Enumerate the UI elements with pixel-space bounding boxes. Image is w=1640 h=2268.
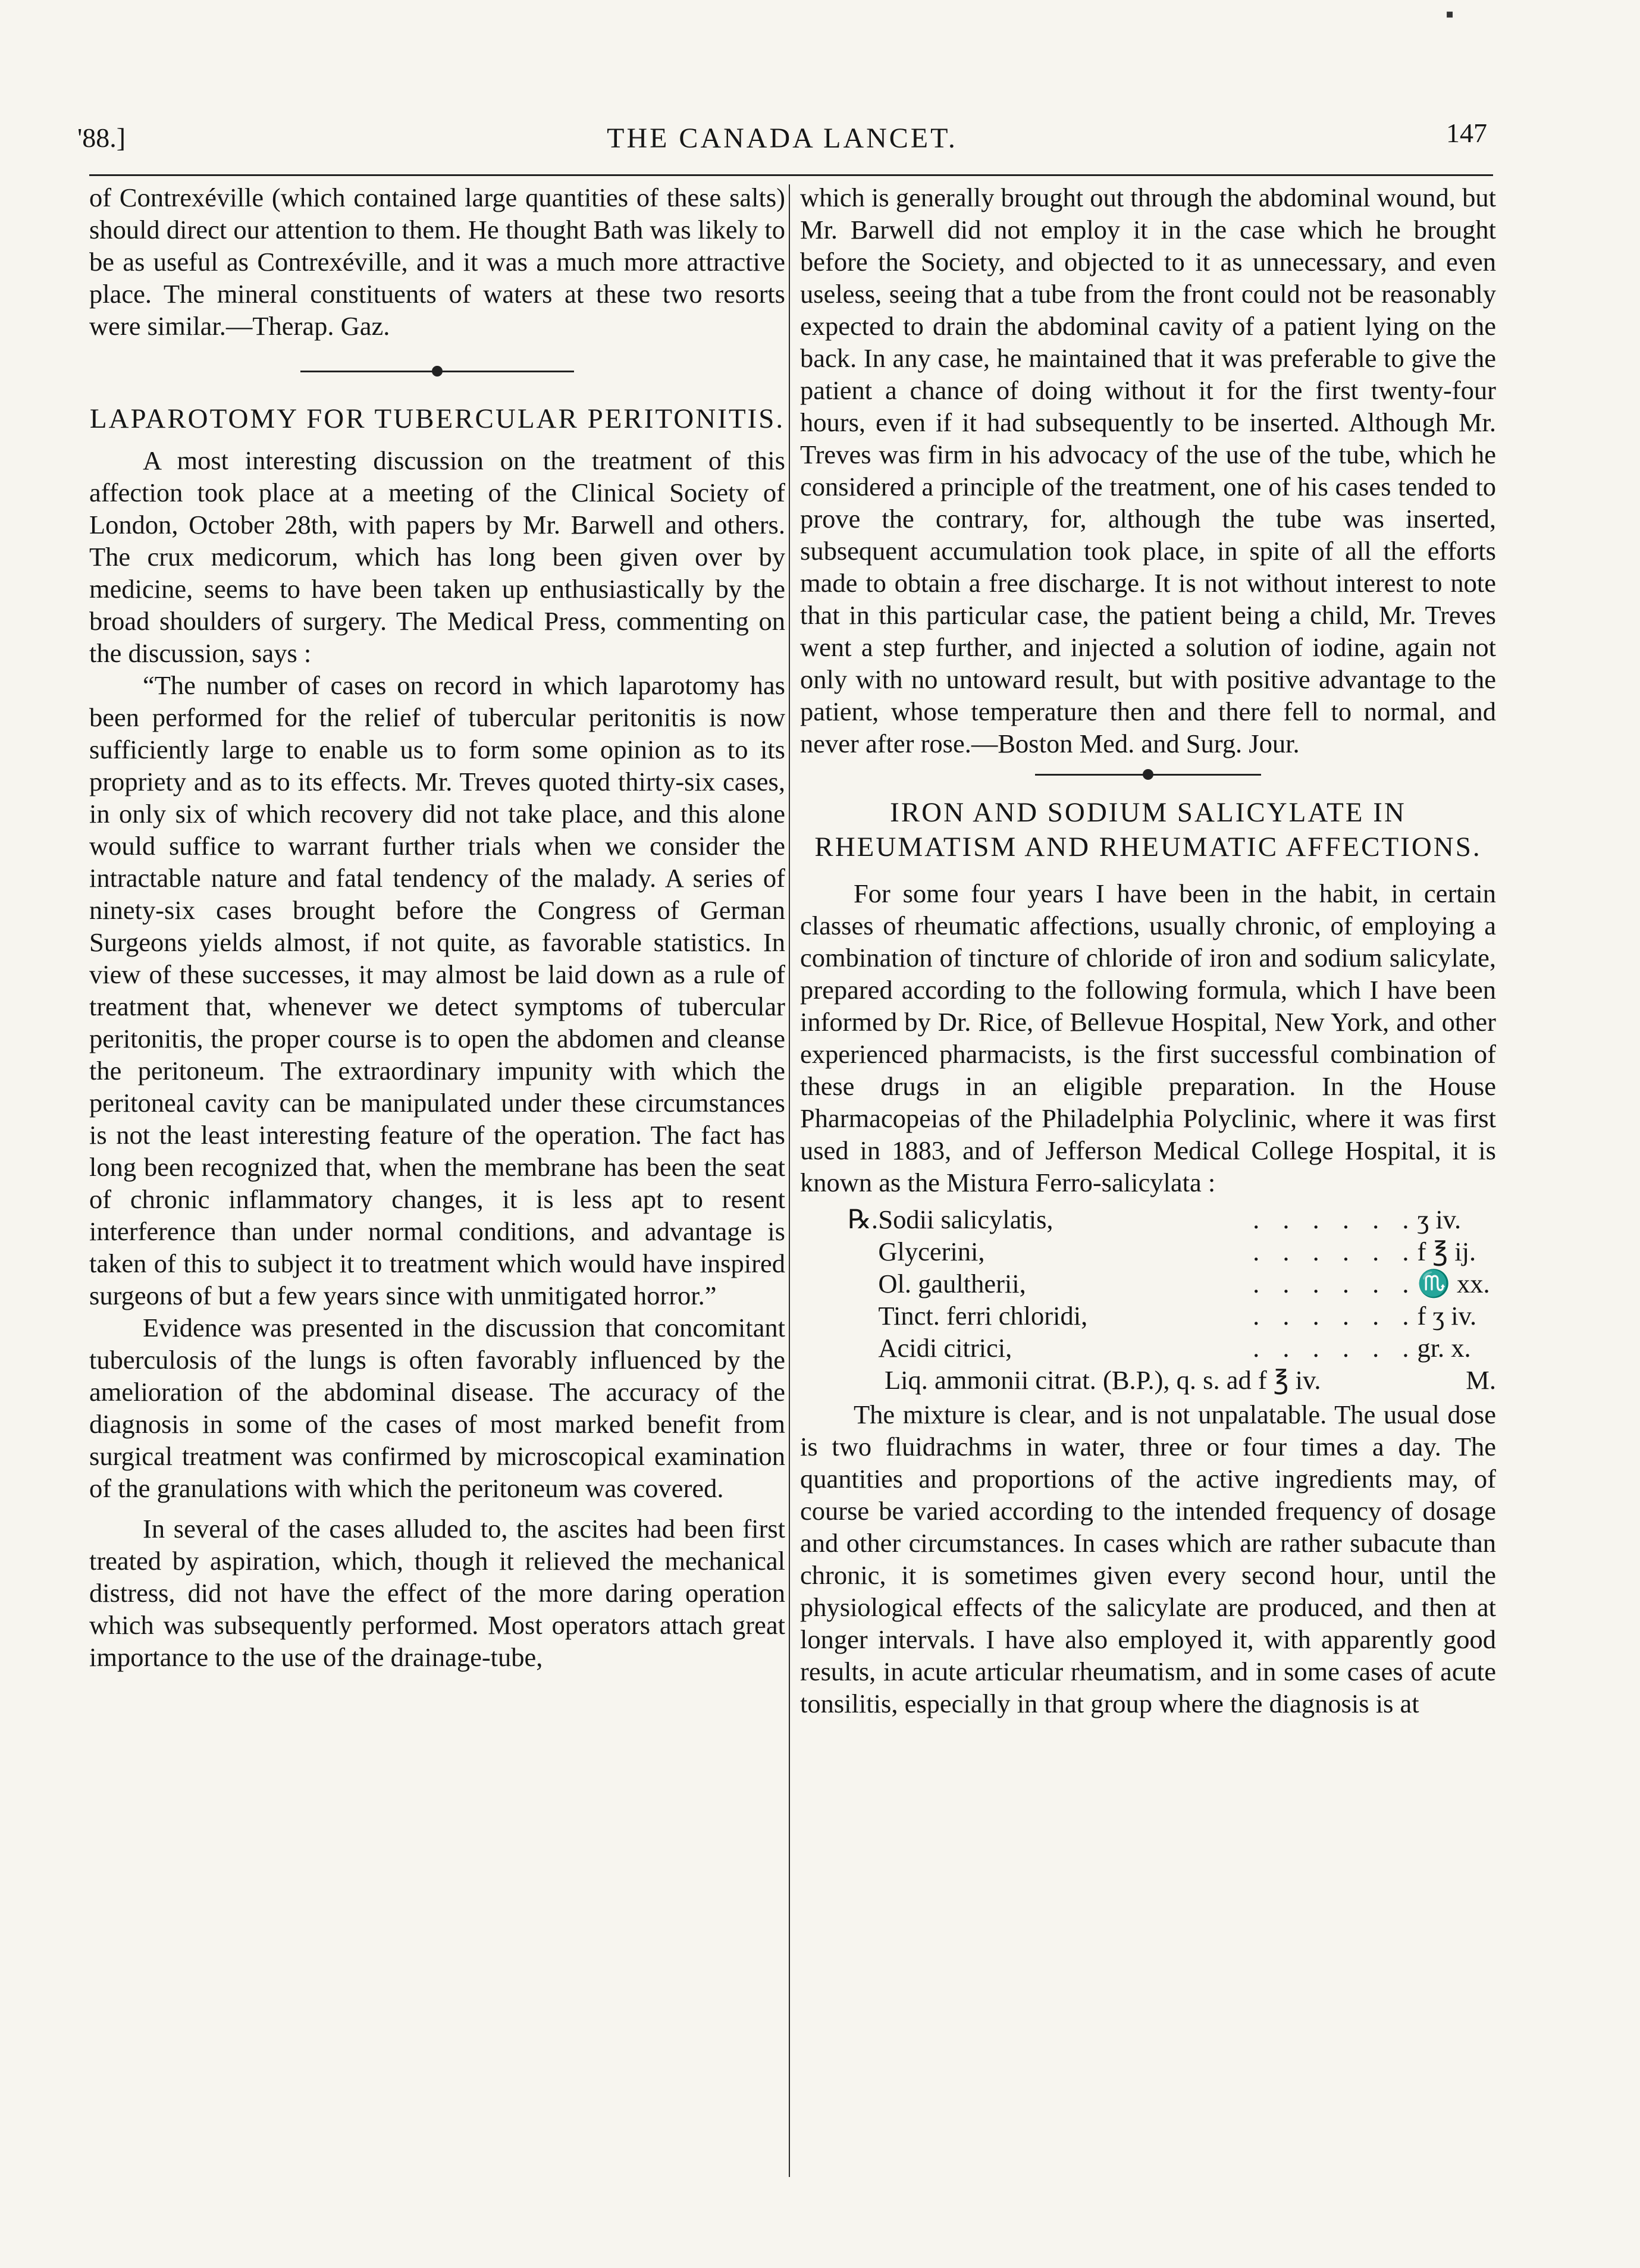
article-paragraph: For some four years I have been in the habit, in certain classes of rheumatic affections, usually chronic, of employing a combination of tincture of chloride of iron and sodium salicylate, prepared according to the following formula, which I have been informed by Dr. Rice, of Bellevue Hospital, New York, and other experienced pharmacists, is the first successful combination of these drugs in an eligible preparation. In the House Pharmacopeias of the Philadelphia Polyclinic, where it was first used in 1883, and of Jefferson Medical College Hospital, it is known as the Mistura Ferro-salicylata : (800, 879, 1496, 1197)
prescription-line: Glycerini, . . . . . . f ℥ ij. (878, 1237, 1476, 1266)
journal-title: THE CANADA LANCET. (607, 123, 958, 154)
column-divider (789, 184, 790, 2177)
article-paragraph: In several of the cases alluded to, the ascites had been first treated by aspiration, which, though it relieved the mechanical distress, did not have the effect of the more daring operation which was subsequently performed. Most operators attach great importance to the use of the drainage-tube, (89, 1514, 785, 1672)
article-quote: “The number of cases on record in which laparotomy has been performed for the relief of tubercular peritonitis is now sufficiently large to enable us to form some opinion as to its propriety and as to its effects. Mr. Treves quoted thirty-six cases, in only six of which recovery did not take place, and this alone would suffice to warrant further trials when we consider the intractable nature and fatal tendency of the malady. A series of ninety-six cases brought before the Congress of German Surgeons yields almost, if not quite, as favorable statistics. In view of these successes, it may almost be laid down as a rule of treatment that, whenever we detect symptoms of tubercular peritonitis, the proper course is to open the abdomen and cleanse the peritoneum. The extraordinary impunity with which the peritoneal cavity can be manipulated under these circumstances is not the least interesting feature of the operation. The fact has long been recognized that, when the membrane has been the seat of chronic inflammatory changes, it is less apt to resent interference than under normal conditions, and advantage is taken of this to subject it to treatment which would have inspired surgeons of but a few years since with unmitigated horror.” (89, 670, 785, 1310)
page-number: 147 (1446, 118, 1487, 148)
prescription-line: Ol. gaultherii, . . . . . . ♏ xx. (878, 1269, 1490, 1298)
section-divider (800, 760, 1496, 795)
article-paragraph: A most interesting discussion on the treatment of this affection took place at a meeting of the Clinical Society of London, October 28th, with papers by Mr. Barwell and others. The crux medicorum, which has long been given over by medicine, seems to have been taken up enthusiastically by the broad shoulders of surgery. The Medical Press, commenting on the discussion, says : (89, 446, 785, 668)
rx-symbol: ℞. (848, 1204, 879, 1234)
article-paragraph: Evidence was presented in the discussion that concomitant tuberculosis of the lungs is often favorably influenced by the amelioration of the abdominal disease. The accuracy of the diagnosis in some of the cases of most marked benefit from surgical treatment was confirmed by microscopical examination of the granulations with which the peritoneum was covered. (89, 1313, 785, 1503)
continued-paragraph: which is generally brought out through the abdominal wound, but Mr. Barwell did not employ it in the case which he brought before the Society, and objected to it as unnecessary, and even useless, seeing that a tube from the front could not be reasonably expected to drain the abdominal cavity of a patient lying on the back. In any case, he maintained that it was preferable to give the patient a chance of doing without it for the first twenty-four hours, even if it had subsequently to be inserted. Although Mr. Treves was firm in his advocacy of the use of the tube, which he considered a principle of the treatment, one of his cases tended to prove the contrary, for, although the tube was inserted, subsequent accumulation took place, in spite of all the efforts made to obtain a free discharge. It is not without interest to note that in this particular case, the patient being a child, Mr. Treves went a step further, and injected a solution of iodine, again not only with no untoward result, but with positive advantage to the patient, whose temperature then and there fell to normal, and never after rose.—Boston Med. and Surg. Jour. (800, 183, 1496, 758)
prescription (848, 1203, 1496, 1396)
header-rule (89, 174, 1493, 176)
article-heading-laparotomy: LAPAROTOMY FOR TUBERCULAR PERITONITIS. (89, 403, 785, 434)
page-header (77, 118, 1487, 164)
prescription-line: ℞. Sodii salicylatis, . . . . . . ʒ iv. (848, 1204, 1462, 1234)
section-divider (89, 342, 785, 401)
prescription-line: Tinct. ferri chloridi, . . . . . . f ʒ iv. (878, 1301, 1477, 1331)
print-speck: ▪ (1445, 1, 1454, 27)
prescription-line: Acidi citrici, . . . . . . gr. x. (878, 1333, 1471, 1363)
prescription-line: Liq. ammonii citrat. (B.P.), q. s. ad f ℥ iv. M. (885, 1365, 1496, 1395)
volume-year: '88.] (77, 123, 126, 153)
article-paragraph: The mixture is clear, and is not unpalatable. The usual dose is two fluidrachms in water, three or four times a day. The quantities and proportions of the active ingredients may, of course be varied according to the intended frequency of dosage and other circumstances. In cases which are rather subacute than chronic, it is sometimes given every second hour, until the physiological effects of the salicylate are produced, and then at longer intervals. I have also employed it, with apparently good results, in acute articular rheumatism, and in some cases of acute tonsilitis, especially in that group where the diagnosis is at (800, 1400, 1496, 1718)
continued-paragraph: of Contrexéville (which contained large quantities of these salts) should direct our attention to them. He thought Bath was likely to be as useful as Contrexéville, and it was a much more attractive place. The mineral constituents of waters at these two resorts were similar.—Therap. Gaz. (89, 183, 785, 341)
left-column (89, 181, 785, 1673)
right-column (800, 181, 1496, 1720)
article-heading-iron-salicylate: IRON AND SODIUM SALICYLATE IN RHEUMATISM AND RHEUMATIC AFFECTIONS. (814, 797, 1482, 862)
